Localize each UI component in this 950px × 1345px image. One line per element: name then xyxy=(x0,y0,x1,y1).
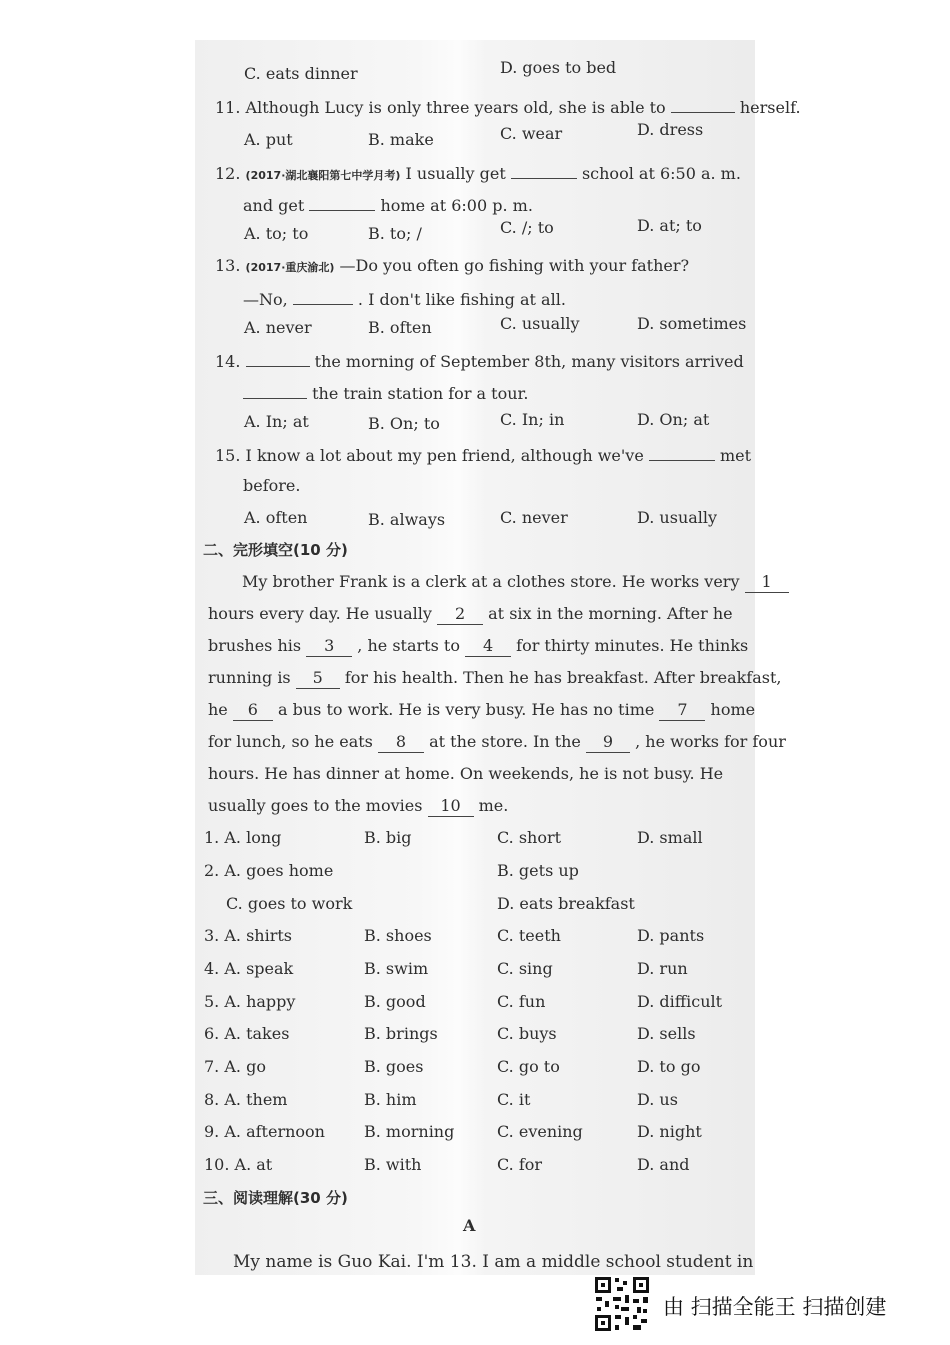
cloze-option: D. and xyxy=(637,1155,690,1174)
q11-stem-text: 11. Although Lucy is only three years old, she is able to xyxy=(215,98,666,117)
q14-option-a: A. In; at xyxy=(244,412,309,431)
cloze-option: C. short xyxy=(497,828,562,847)
cloze-line-7: hours. He has dinner at home. On weekends, he is not busy. He xyxy=(208,764,724,783)
q13-stem xyxy=(215,256,689,278)
cloze-text: at six in the morning. After he xyxy=(488,604,733,623)
cloze-option: C. it xyxy=(497,1090,531,1109)
cloze-option: 4. A. speak xyxy=(204,959,294,978)
cloze-text: for his health. Then he has breakfast. After breakfast, xyxy=(344,668,782,687)
cloze-text: running is xyxy=(208,668,291,687)
q15-stem-line2: before. xyxy=(243,476,301,495)
q11-blank xyxy=(671,96,735,113)
q14-stem-text-2: the train station for a tour. xyxy=(312,384,529,403)
cloze-text: he xyxy=(208,700,228,719)
cloze-line-5 xyxy=(208,700,755,721)
q11-stem xyxy=(215,96,801,118)
cloze-blank-1: 1 xyxy=(745,572,789,593)
q13-option-d: D. sometimes xyxy=(637,314,747,333)
cloze-text: for lunch, so he eats xyxy=(208,732,373,751)
cloze-option: D. eats breakfast xyxy=(497,894,635,913)
q14-option-d: D. On; at xyxy=(637,410,710,429)
cloze-option: B. with xyxy=(364,1155,422,1174)
cloze-text: me. xyxy=(478,796,509,815)
q14-number: 14. xyxy=(215,352,241,371)
cloze-text: hours every day. He usually xyxy=(208,604,432,623)
cloze-option: C. buys xyxy=(497,1024,557,1043)
q11-option-b: B. make xyxy=(368,130,434,149)
q15-option-b: B. always xyxy=(368,510,446,529)
q15-stem-text: 15. I know a lot about my pen friend, although we've xyxy=(215,446,644,465)
cloze-text: My brother Frank is a clerk at a clothes store. He works very xyxy=(242,572,740,591)
q15-option-a: A. often xyxy=(244,508,308,527)
q12-stem xyxy=(215,162,741,186)
q14-stem-text: the morning of September 8th, many visitors arrived xyxy=(314,352,744,371)
q13-stem-text: —Do you often go fishing with your father? xyxy=(339,256,690,275)
cloze-option: 5. A. happy xyxy=(204,992,296,1011)
cloze-text: home xyxy=(710,700,756,719)
cloze-option: B. good xyxy=(364,992,426,1011)
cloze-option: 6. A. takes xyxy=(204,1024,290,1043)
cloze-text: , he starts to xyxy=(357,636,460,655)
cloze-text: a bus to work. He is very busy. He has no time xyxy=(277,700,655,719)
cloze-blank-4: 4 xyxy=(465,636,511,657)
cloze-option: B. gets up xyxy=(497,861,579,880)
cloze-option: D. pants xyxy=(637,926,705,945)
q14-blank-1 xyxy=(246,350,310,367)
cloze-option: D. to go xyxy=(637,1057,701,1076)
q13-stem-line2 xyxy=(243,288,566,310)
cloze-option: 8. A. them xyxy=(204,1090,288,1109)
q12-stem-text-2: school at 6:50 a. m. xyxy=(581,164,741,183)
q11-option-a: A. put xyxy=(244,130,293,149)
cloze-option: 3. A. shirts xyxy=(204,926,292,945)
q12-stem-text-4: home at 6:00 p. m. xyxy=(380,196,533,215)
cloze-line-6 xyxy=(208,732,786,753)
q12-number: 12. xyxy=(215,164,241,183)
cloze-option: B. morning xyxy=(364,1122,455,1141)
q13-number: 13. xyxy=(215,256,241,275)
cloze-option: C. go to xyxy=(497,1057,560,1076)
q12-option-b: B. to; / xyxy=(368,224,422,243)
cloze-line-1 xyxy=(242,572,789,593)
q14-blank-2 xyxy=(243,382,307,399)
scanner-watermark xyxy=(593,1275,933,1335)
q13-blank xyxy=(293,288,353,305)
cloze-blank-2: 2 xyxy=(437,604,483,625)
cloze-option: C. for xyxy=(497,1155,543,1174)
cloze-line-8 xyxy=(208,796,508,817)
cloze-text: at the store. In the xyxy=(429,732,581,751)
q15-blank xyxy=(649,444,715,461)
cloze-blank-3: 3 xyxy=(306,636,352,657)
cloze-line-4 xyxy=(208,668,781,689)
cloze-line-3 xyxy=(208,636,748,657)
q15-option-d: D. usually xyxy=(637,508,718,527)
q12-option-c: C. /; to xyxy=(500,218,554,237)
q13-option-b: B. often xyxy=(368,318,432,337)
q12-blank-2 xyxy=(309,194,375,211)
cloze-option: 1. A. long xyxy=(204,828,282,847)
cloze-text: for thirty minutes. He thinks xyxy=(516,636,749,655)
cloze-blank-6: 6 xyxy=(233,700,273,721)
q12-blank-1 xyxy=(511,162,577,179)
cloze-blank-9: 9 xyxy=(586,732,630,753)
cloze-blank-7: 7 xyxy=(659,700,705,721)
q13-stem-text-2: —No, xyxy=(243,290,288,309)
cloze-option: 7. A. go xyxy=(204,1057,266,1076)
watermark-text: 由 扫描全能王 扫描创建 xyxy=(663,1295,887,1319)
q12-stem-line2 xyxy=(243,194,533,216)
cloze-option: D. run xyxy=(637,959,688,978)
q12-option-d: D. at; to xyxy=(637,216,702,235)
cloze-option: B. shoes xyxy=(364,926,432,945)
section-2-heading: 二、完形填空(10 分) xyxy=(203,541,348,559)
cloze-text: usually goes to the movies xyxy=(208,796,423,815)
q15-stem-end: met xyxy=(719,446,752,465)
q15-stem xyxy=(215,444,751,466)
cloze-option: B. swim xyxy=(364,959,429,978)
cloze-option: D. night xyxy=(637,1122,702,1141)
cloze-option: B. him xyxy=(364,1090,417,1109)
q12-stem-text: I usually get xyxy=(405,164,506,183)
q13-option-c: C. usually xyxy=(500,314,580,333)
cloze-option: D. sells xyxy=(637,1024,696,1043)
cloze-blank-10: 10 xyxy=(428,796,474,817)
q12-source: (2017·湖北襄阳第七中学月考) xyxy=(245,169,401,182)
cloze-option: C. evening xyxy=(497,1122,583,1141)
reading-passage-label: A xyxy=(463,1216,476,1235)
q12-option-a: A. to; to xyxy=(244,224,309,243)
cloze-option: C. teeth xyxy=(497,926,561,945)
cloze-option: 10. A. at xyxy=(204,1155,273,1174)
q14-stem-line2 xyxy=(243,382,529,404)
cloze-option: B. brings xyxy=(364,1024,438,1043)
cloze-blank-8: 8 xyxy=(378,732,424,753)
cloze-option: C. goes to work xyxy=(226,894,353,913)
qr-code-icon xyxy=(593,1275,651,1333)
q13-option-a: A. never xyxy=(244,318,312,337)
cloze-option: B. big xyxy=(364,828,412,847)
cloze-option: C. fun xyxy=(497,992,546,1011)
q11-option-d: D. dress xyxy=(637,120,704,139)
cloze-line-2 xyxy=(208,604,733,625)
q15-option-c: C. never xyxy=(500,508,568,527)
reading-passage-line-1: My name is Guo Kai. I'm 13. I am a middle school student in xyxy=(233,1252,754,1272)
q11-stem-end: herself. xyxy=(739,98,801,117)
cloze-option: 2. A. goes home xyxy=(204,861,334,880)
cloze-text: , he works for four xyxy=(635,732,786,751)
cloze-option: D. us xyxy=(637,1090,678,1109)
q13-source: (2017·重庆渝北) xyxy=(245,261,335,274)
cloze-text: brushes his xyxy=(208,636,302,655)
cloze-option: D. small xyxy=(637,828,703,847)
q14-option-b: B. On; to xyxy=(368,414,440,433)
cloze-option: C. sing xyxy=(497,959,553,978)
cloze-blank-5: 5 xyxy=(296,668,340,689)
section-3-heading: 三、阅读理解(30 分) xyxy=(203,1189,348,1207)
q11-option-c: C. wear xyxy=(500,124,563,143)
cloze-option: 9. A. afternoon xyxy=(204,1122,325,1141)
q10-option-c: C. eats dinner xyxy=(244,64,358,83)
cloze-option: B. goes xyxy=(364,1057,424,1076)
q14-stem xyxy=(215,350,744,372)
q14-option-c: C. In; in xyxy=(500,410,565,429)
q10-option-d: D. goes to bed xyxy=(500,58,617,77)
q13-stem-text-3: . I don't like fishing at all. xyxy=(357,290,566,309)
cloze-option: D. difficult xyxy=(637,992,723,1011)
q12-stem-text-3: and get xyxy=(243,196,305,215)
